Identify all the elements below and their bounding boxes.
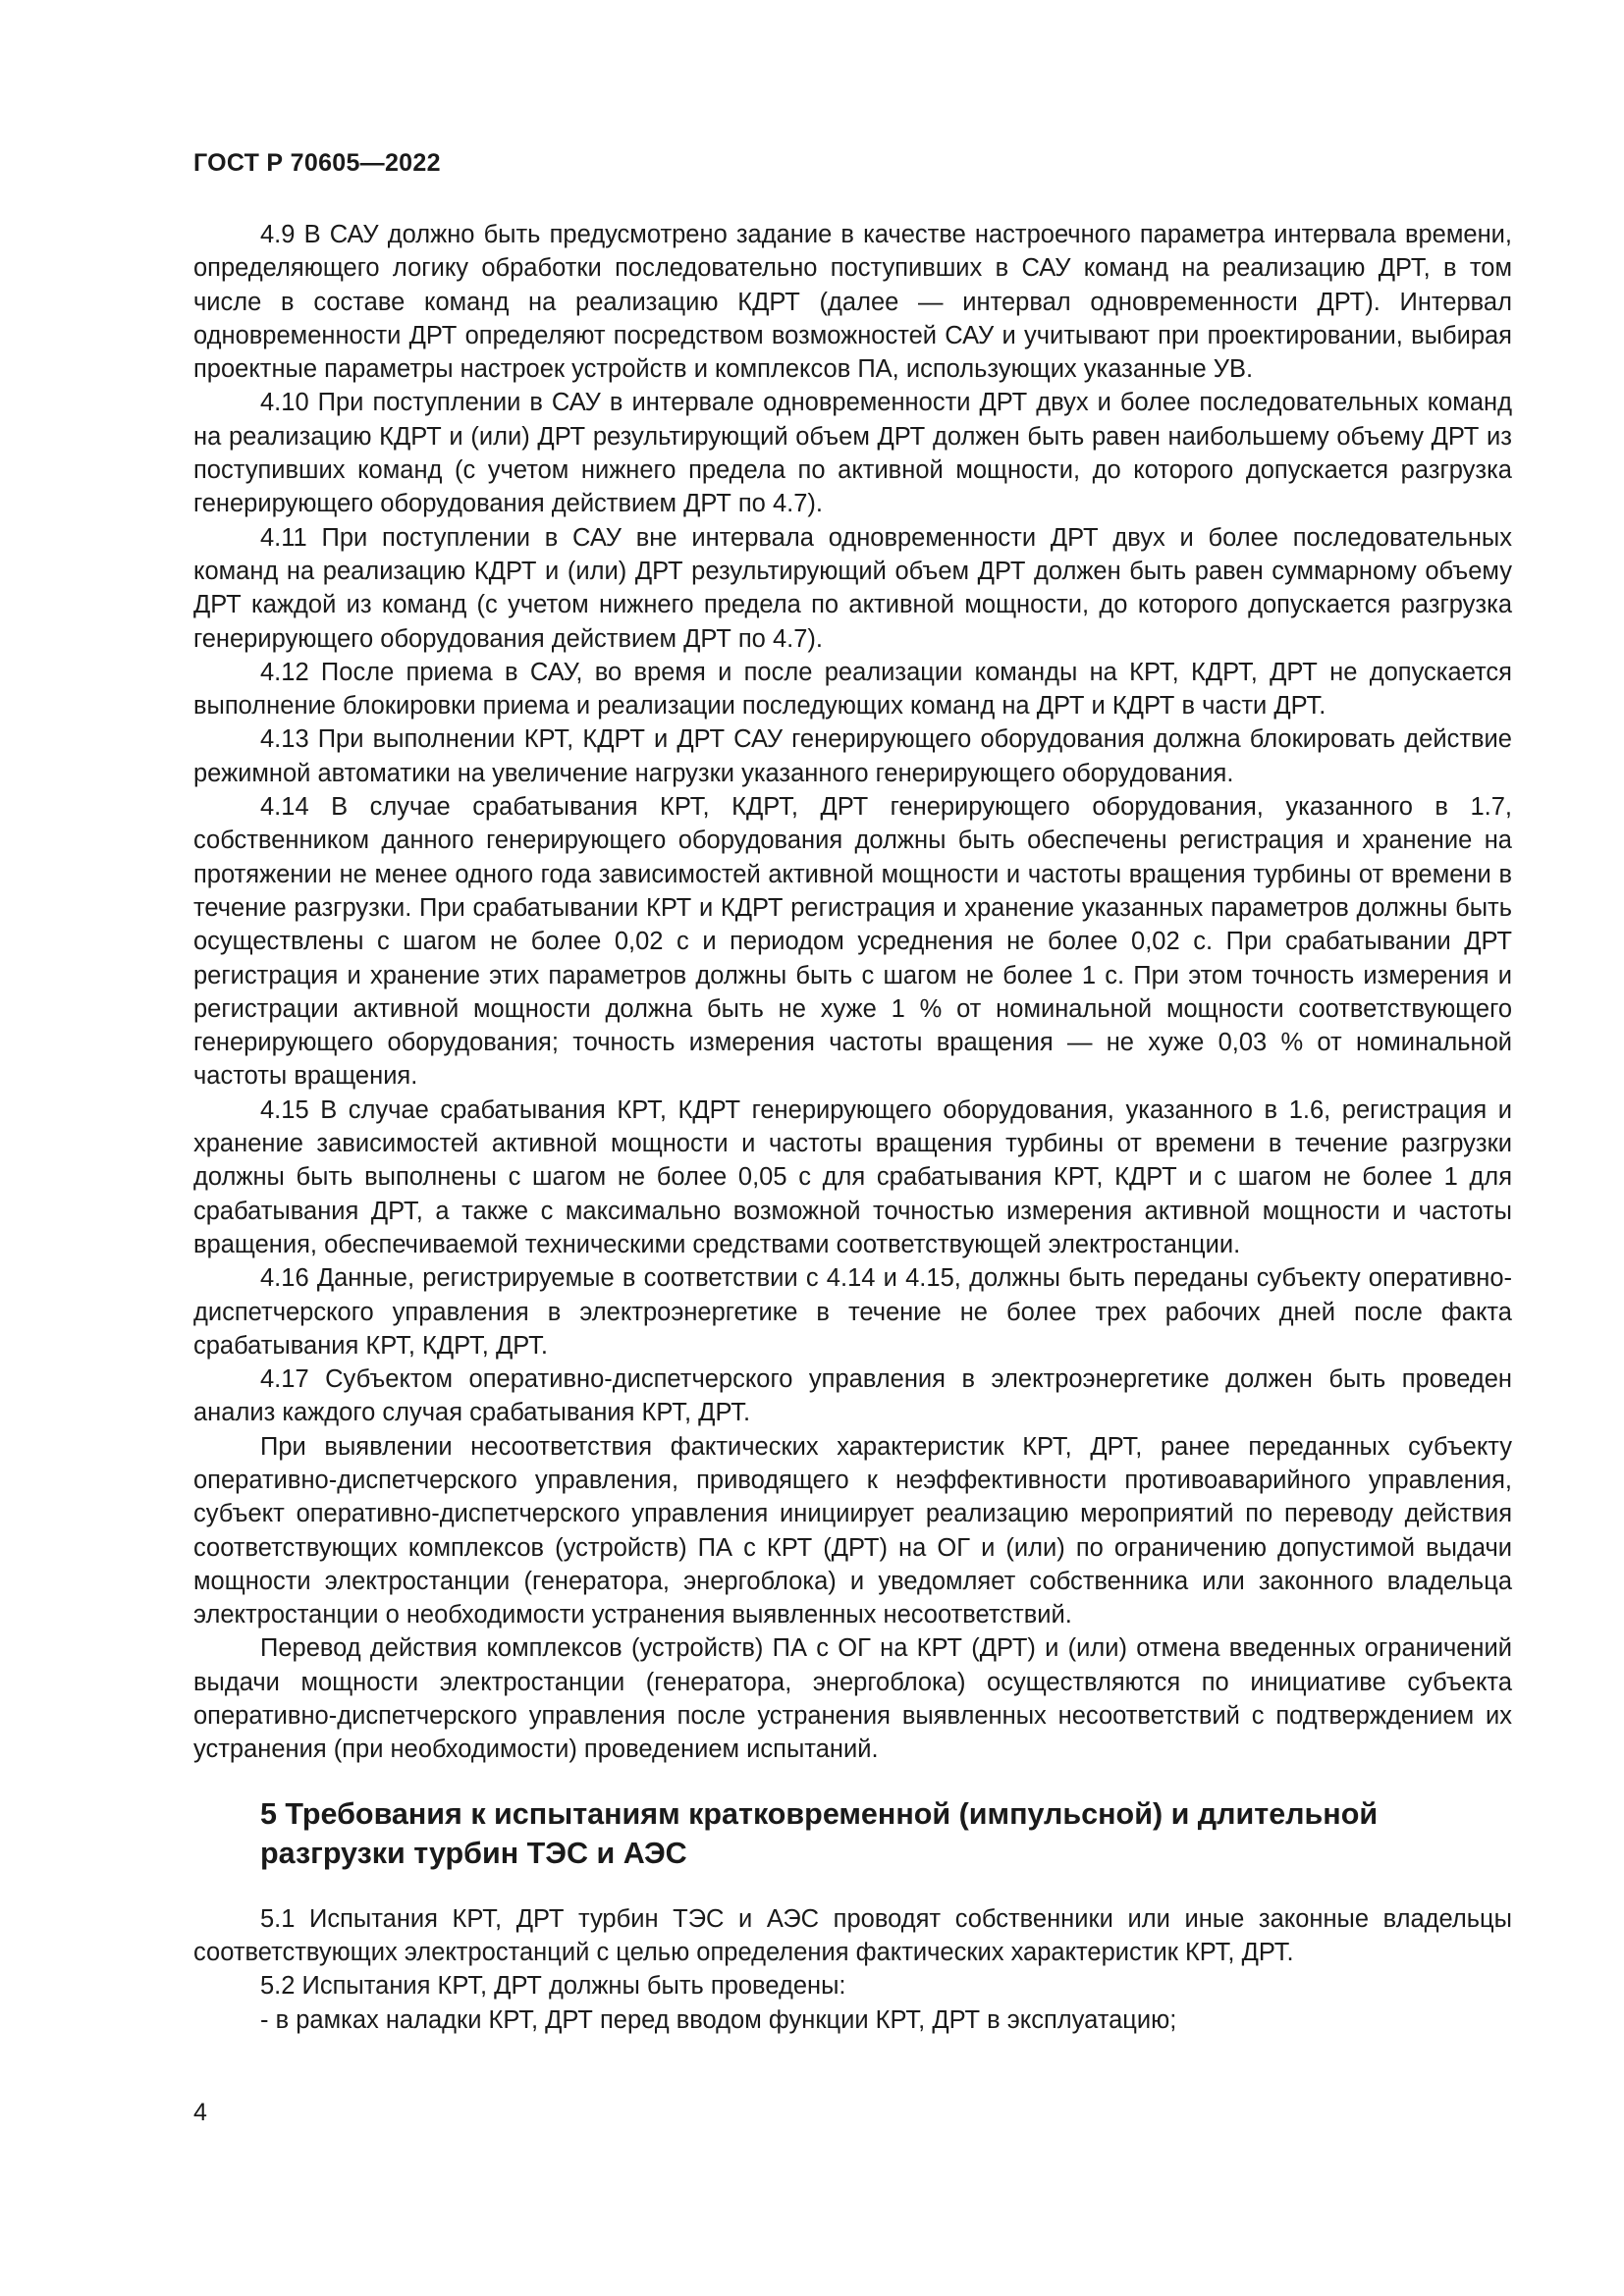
paragraph-4-11: 4.11 При поступлении в САУ вне интервала одновременности ДРТ двух и более последовательных команд на реализацию КДРТ и (или) ДРТ результирующий объем ДРТ должен быть равен суммарному объему ДРТ каждой из команд (с учетом нижнего предела по активной мощности, до которого допускается разгрузка генерирующего оборудования действием ДРТ по 4.7). [193,523,1512,653]
paragraph-4-14: 4.14 В случае срабатывания КРТ, КДРТ, ДРТ генерирующего оборудования, указанного в 1.7, собственником данного генерирующего оборудования должны быть обеспечены регистрация и хранение на протяжении не менее одного года зависимостей активной мощности и частоты вращения турбины от времени в течение разгрузки. При срабатывании КРТ и КДРТ регистрация и хранение указанных параметров должны быть осуществлены с шагом не более 0,02 с и периодом усреднения не более 0,02 с. При срабатывании ДРТ регистрация и хранение этих параметров должны быть с шагом не более 1 с. При этом точность измерения и регистрации активной мощности должна быть не хуже 1 % от номинальной мощности соответствующего генерирующего оборудования; точность измерения частоты вращения — не хуже 0,03 % от номинальной частоты вращения. [193,793,1512,1091]
paragraph-4-16: 4.16 Данные, регистрируемые в соответствии с 4.14 и 4.15, должны быть переданы субъекту оперативно-диспетчерского управления в электроэнергетике в течение не более трех рабочих дней после факта срабатывания КРТ, КДРТ, ДРТ. [193,1264,1512,1360]
section-5-heading: 5 Требования к испытаниям кратковременной (импульсной) и длительной разгрузки турбин ТЭС и АЭС [260,1796,1379,1870]
document-header: ГОСТ Р 70605—2022 [193,149,441,177]
paragraph-4-17: 4.17 Субъектом оперативно-диспетчерского управления в электроэнергетике должен быть проведен анализ каждого случая срабатывания КРТ, ДРТ. [193,1365,1512,1427]
document-body [193,218,1512,2037]
paragraph-4-17-transfer: Перевод действия комплексов (устройств) ПА с ОГ на КРТ (ДРТ) и (или) отмена введенных ограничений выдачи мощности электростанции (генератора, энергоблока) осуществляются по инициативе субъекта оперативно-диспетчерского управления после устранения выявленных несоответствий с подтверждением их устранения (при необходимости) проведением испытаний. [193,1634,1512,1764]
paragraph-4-15: 4.15 В случае срабатывания КРТ, КДРТ генерирующего оборудования, указанного в 1.6, регистрация и хранение зависимостей активной мощности и частоты вращения турбины от времени в течение разгрузки должны быть выполнены с шагом не более 0,05 с для срабатывания КРТ, КДРТ и с шагом не более 1 для срабатывания ДРТ, а также с максимально возможной точностью измерения активной мощности и частоты вращения, обеспечиваемой техническими средствами соответствующей электростанции. [193,1095,1512,1258]
paragraph-5-1: 5.1 Испытания КРТ, ДРТ турбин ТЭС и АЭС проводят собственники или иные законные владельцы соответствующих электростанций с целью определения фактических характеристик КРТ, ДРТ. [193,1904,1512,1966]
paragraph-4-12: 4.12 После приема в САУ, во время и после реализации команды на КРТ, КДРТ, ДРТ не допускается выполнение блокировки приема и реализации последующих команд на ДРТ и КДРТ в части ДРТ. [193,658,1512,721]
paragraph-4-13: 4.13 При выполнении КРТ, КДРТ и ДРТ САУ генерирующего оборудования должна блокировать действие режимной автоматики на увеличение нагрузки указанного генерирующего оборудования. [193,725,1512,787]
list-item: - в рамках наладки КРТ, ДРТ перед вводом функции КРТ, ДРТ в эксплуатацию; [260,2005,1177,2034]
paragraph-4-10: 4.10 При поступлении в САУ в интервале одновременности ДРТ двух и более последовательных команд на реализацию КДРТ и (или) ДРТ результирующий объем ДРТ должен быть равен наибольшему объему ДРТ из поступивших команд (с учетом нижнего предела по активной мощности, до которого допускается разгрузка генерирующего оборудования действием ДРТ по 4.7). [193,389,1512,518]
paragraph-4-9: 4.9 В САУ должно быть предусмотрено задание в качестве настроечного параметра интервала времени, определяющего логику обработки последовательно поступивших в САУ команд на реализацию ДРТ, в том числе в составе команд на реализацию КДРТ (далее — интервал одновременности ДРТ). Интервал одновременности ДРТ определяют посредством возможностей САУ и учитывают при проектировании, выбирая проектные параметры настроек устройств и комплексов ПА, использующих указанные УВ. [193,221,1512,384]
paragraph-5-2: 5.2 Испытания КРТ, ДРТ должны быть проведены: [260,1972,846,2001]
page-number: 4 [193,2099,207,2126]
paragraph-4-17-discrepancy: При выявлении несоответствия фактических характеристик КРТ, ДРТ, ранее переданных субъекту оперативно-диспетчерского управления, приводящего к неэффективности противоаварийного управления, субъект оперативно-диспетчерского управления инициирует реализацию мероприятий по переводу действия соответствующих комплексов (устройств) ПА с КРТ (ДРТ) на ОГ и (или) по ограничению допустимой выдачи мощности электростанции (генератора, энергоблока) и уведомляет собственника или законного владельца электростанции о необходимости устранения выявленных несоответствий. [193,1432,1512,1629]
